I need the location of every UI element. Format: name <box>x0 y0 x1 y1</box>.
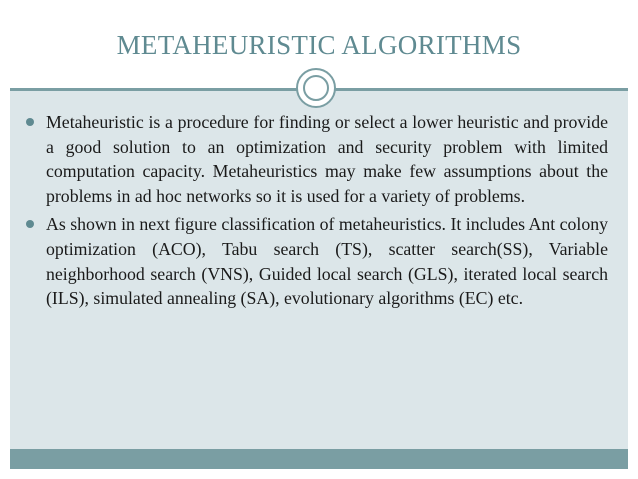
bullet-dot-icon <box>26 118 34 126</box>
bullet-text-1: Metaheuristic is a procedure for finding or select a lower heuristic and provide a good solution to an optimization and security problem with limited computation capacity. Metaheuristics may make few assumptions about the problems in ad hoc networks so it is used for a variety of problems. <box>46 112 608 206</box>
medallion-inner-ring <box>303 75 329 101</box>
bullet-dot-icon <box>26 220 34 228</box>
slide-title: METAHEURISTIC ALGORITHMS <box>116 30 522 60</box>
slide-right-margin <box>628 0 638 479</box>
bullet-item-2 <box>24 212 608 310</box>
circle-medallion-icon <box>296 68 336 108</box>
bullet-list <box>24 110 608 315</box>
bullet-text-2: As shown in next figure classification of metaheuristics. It includes Ant colony optimization (ACO), Tabu search (TS), scatter search(SS), Variable neighborhood search (VNS), Guided local search (GLS), iterated local search (ILS), simulated annealing (SA), evolutionary algorithms (EC) etc. <box>46 214 608 309</box>
footer-band <box>10 449 628 469</box>
slide-left-margin <box>0 0 10 479</box>
bullet-item-1 <box>24 110 608 208</box>
